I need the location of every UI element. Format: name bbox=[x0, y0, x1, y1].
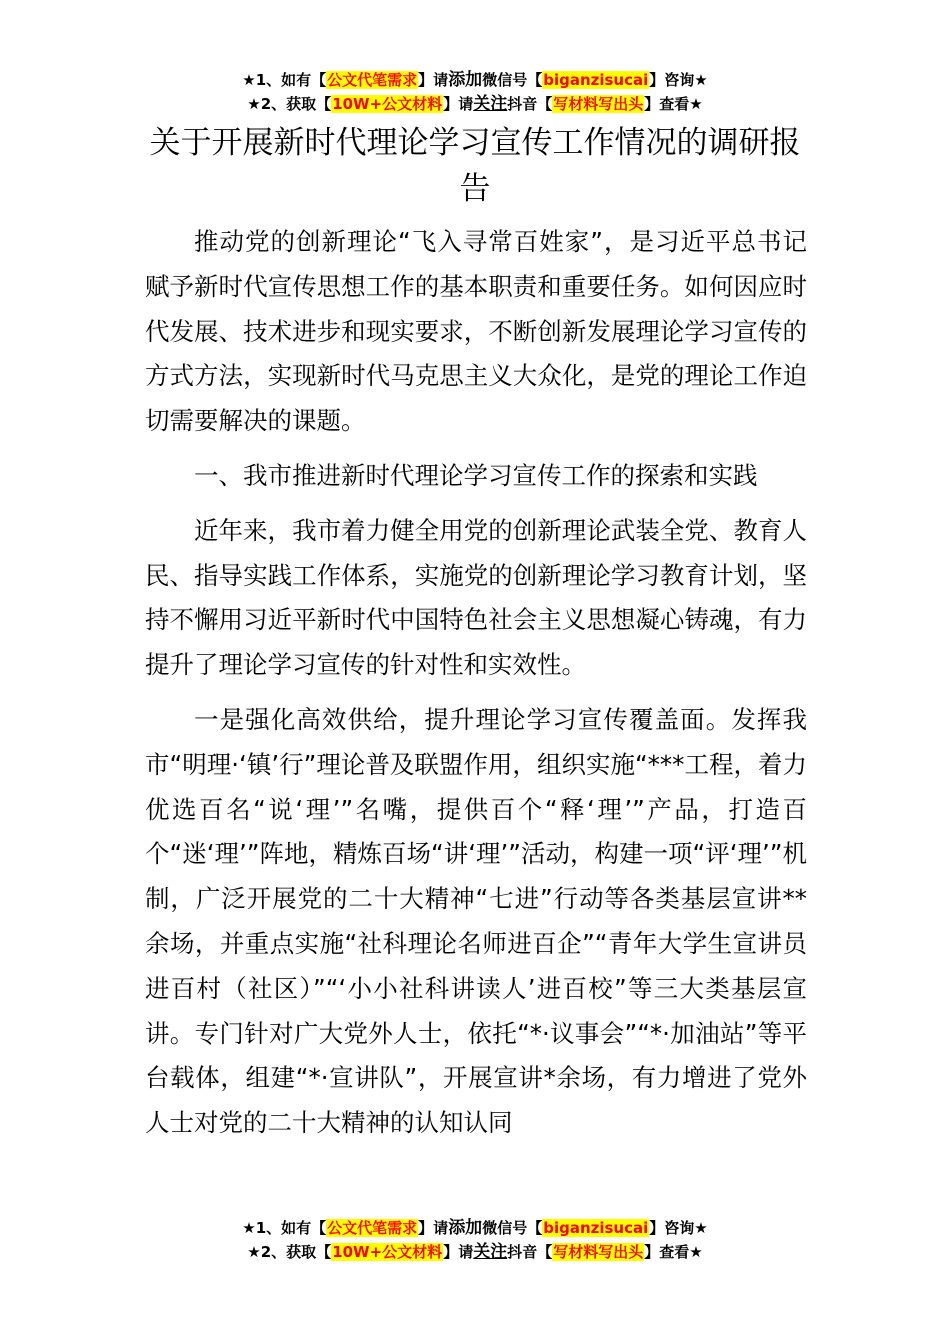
document-body bbox=[145, 220, 807, 1156]
paragraph: 推动党的创新理论“飞入寻常百姓家”，是习近平总书记赋予新时代宣传思想工作的基本职责和重要任务。如何因应时代发展、技术进步和现实要求，不断创新发展理论学习宣传的方式方法，实现新时代马克思主义大众化，是党的理论工作迫切需要解决的课题。 bbox=[145, 227, 807, 436]
footer-banner-line-2 bbox=[0, 1240, 950, 1264]
banner-highlight: 10W+公文材料 bbox=[332, 95, 443, 113]
banner-douyin-id: 写材料写出头 bbox=[553, 95, 644, 113]
banner-prefix: ★1、如有【 bbox=[242, 1219, 327, 1237]
banner-douyin-id: 写材料写出头 bbox=[553, 1243, 644, 1261]
banner-highlight: 公文代笔需求 bbox=[327, 1219, 418, 1237]
banner-text: 微信号【 bbox=[482, 1219, 543, 1237]
banner-highlight: 公文代笔需求 bbox=[327, 71, 418, 89]
banner-emphasis: 关注 bbox=[473, 94, 508, 114]
footer-banner-line-1 bbox=[0, 1216, 950, 1240]
paragraph: 一是强化高效供给，提升理论学习宣传覆盖面。发挥我市“明理·‘镇’行”理论普及联盟作用，组织实施“***工程，着力优选百名“说‘理’”名嘴，提供百个“释‘理’”产品，打造百个“迷‘理’”阵地，精炼百场“讲‘理’”活动，构建一项“评‘理’”机制，广泛开展党的二十大精神“七进”行动等各类基层宣讲**余场，并重点实施“社科理论名师进百企”“青年大学生宣讲员进百村（社区）”“‘小小社科讲读人’进百校”等三大类基层宣讲。专门针对广大党外人士，依托“*·议事会”“*·加油站”等平台载体，组建“*·宣讲队”，开展宣讲*余场，有力增进了党外人士对党的二十大精神的认知认同 bbox=[145, 704, 807, 1138]
banner-emphasis: 添加 bbox=[448, 1218, 483, 1238]
banner-prefix: ★2、获取【 bbox=[247, 95, 332, 113]
header-banner bbox=[0, 68, 950, 116]
banner-wechat-id: biganzisucai bbox=[543, 1219, 649, 1237]
banner-text: 】请 bbox=[418, 1219, 449, 1237]
section-heading: 一、我市推进新时代理论学习宣传工作的探索和实践 bbox=[194, 460, 758, 490]
banner-suffix: 】咨询★ bbox=[649, 1219, 708, 1237]
banner-wechat-id: biganzisucai bbox=[543, 71, 649, 89]
paragraph: 近年来，我市着力健全用党的创新理论武装全党、教育人民、指导实践工作体系，实施党的创新理论学习教育计划，坚持不懈用习近平新时代中国特色社会主义思想凝心铸魂，有力提升了理论学习宣传的针对性和实效性。 bbox=[145, 515, 807, 680]
banner-suffix: 】查看★ bbox=[644, 95, 703, 113]
banner-emphasis: 添加 bbox=[448, 70, 483, 90]
footer-banner bbox=[0, 1216, 950, 1264]
banner-prefix: ★1、如有【 bbox=[242, 71, 327, 89]
banner-suffix: 】查看★ bbox=[644, 1243, 703, 1261]
banner-text: 】请 bbox=[443, 1243, 474, 1261]
banner-emphasis: 关注 bbox=[473, 1242, 508, 1262]
banner-text: 抖音【 bbox=[507, 95, 553, 113]
header-banner-line-1 bbox=[0, 68, 950, 92]
header-banner-line-2 bbox=[0, 92, 950, 116]
banner-highlight: 10W+公文材料 bbox=[332, 1243, 443, 1261]
banner-text: 】请 bbox=[443, 95, 474, 113]
banner-prefix: ★2、获取【 bbox=[247, 1243, 332, 1261]
banner-text: 微信号【 bbox=[482, 71, 543, 89]
banner-text: 】请 bbox=[418, 71, 449, 89]
banner-text: 抖音【 bbox=[507, 1243, 553, 1261]
banner-suffix: 】咨询★ bbox=[649, 71, 708, 89]
document-title: 关于开展新时代理论学习宣传工作情况的调研报告 bbox=[149, 125, 801, 207]
